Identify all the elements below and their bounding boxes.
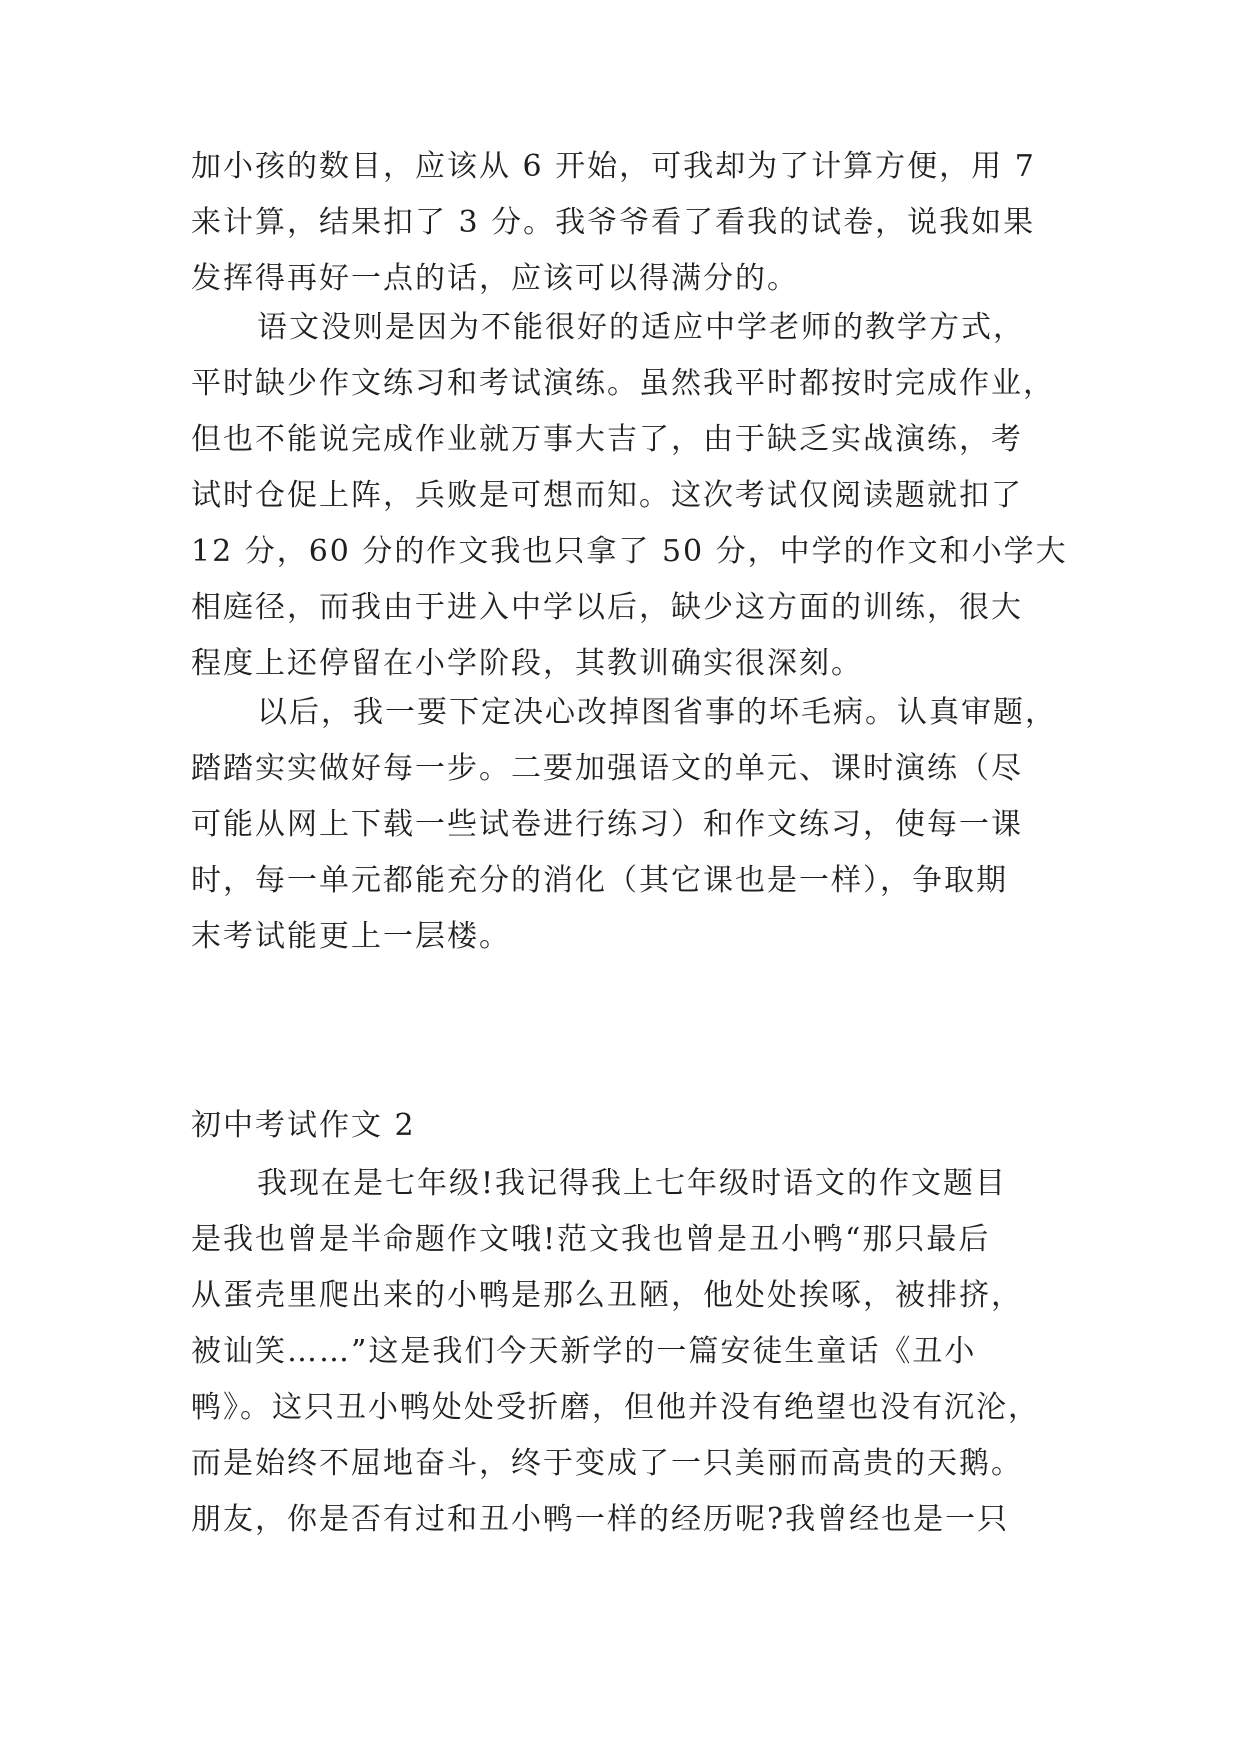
text-line: 来计算，结果扣了 3 分。我爷爷看了看我的试卷，说我如果	[191, 205, 1036, 240]
text-line: 时，每一单元都能充分的消化（其它课也是一样），争取期	[191, 863, 1008, 898]
text-line: 而是始终不屈地奋斗，终于变成了一只美丽而高贵的天鹅。	[191, 1446, 1023, 1481]
text-line: 我现在是七年级!我记得我上七年级时语文的作文题目	[257, 1166, 1008, 1201]
text-line: 以后，我一要下定决心改掉图省事的坏毛病。认真审题，	[257, 695, 1057, 730]
text-line: 试时仓促上阵，兵败是可想而知。这次考试仅阅读题就扣了	[191, 478, 1023, 513]
text-line: 是我也曾是半命题作文哦!范文我也曾是丑小鸭“那只最后	[191, 1222, 991, 1257]
text-line: 但也不能说完成作业就万事大吉了，由于缺乏实战演练，考	[191, 422, 1023, 457]
text-line: 末考试能更上一层楼。	[191, 919, 511, 954]
text-line: 加小孩的数目，应该从 6 开始，可我却为了计算方便，用 7	[191, 149, 1036, 184]
text-line: 踏踏实实做好每一步。二要加强语文的单元、课时演练（尽	[191, 751, 1023, 786]
text-line: 从蛋壳里爬出来的小鸭是那么丑陋，他处处挨啄，被排挤，	[191, 1278, 1023, 1313]
text-line: 可能从网上下载一些试卷进行练习）和作文练习，使每一课	[191, 807, 1023, 842]
text-line: 发挥得再好一点的话，应该可以得满分的。	[191, 261, 799, 296]
text-line: 12 分，60 分的作文我也只拿了 50 分，中学的作文和小学大	[191, 534, 1068, 569]
paragraph-3	[191, 685, 1061, 965]
paragraph-4	[191, 1156, 1061, 1548]
paragraph-1	[191, 139, 1061, 307]
text-line: 鸭》。这只丑小鸭处处受折磨，但他并没有绝望也没有沉沦，	[191, 1390, 1040, 1425]
text-line: 语文没则是因为不能很好的适应中学老师的教学方式，	[257, 310, 1025, 345]
text-line: 被讪笑……”这是我们今天新学的一篇安徒生童话《丑小	[191, 1334, 977, 1369]
text-line: 平时缺少作文练习和考试演练。虽然我平时都按时完成作业，	[191, 366, 1055, 401]
text-line: 相庭径，而我由于进入中学以后，缺少这方面的训练，很大	[191, 590, 1023, 625]
section-heading: 初中考试作文 2	[191, 1108, 416, 1143]
text-line: 程度上还停留在小学阶段，其教训确实很深刻。	[191, 646, 863, 681]
paragraph-2	[191, 300, 1068, 692]
text-line: 朋友，你是否有过和丑小鸭一样的经历呢?我曾经也是一只	[191, 1502, 1010, 1537]
